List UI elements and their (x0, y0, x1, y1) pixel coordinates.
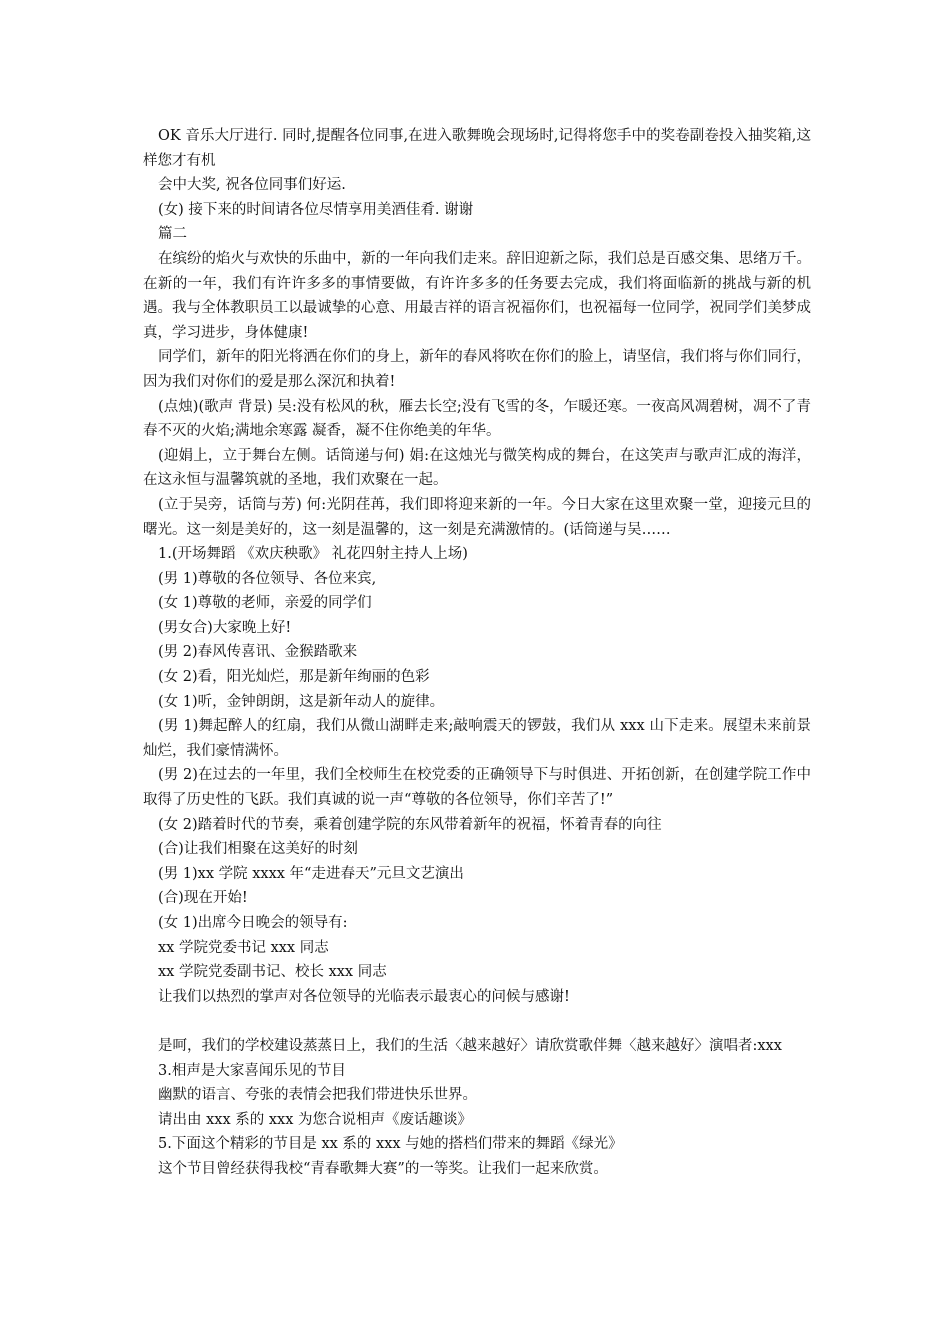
paragraph: (合)现在开始! (158, 890, 248, 907)
paragraph: (合)让我们相聚在这美好的时刻 (158, 841, 358, 858)
paragraph: xx 学院党委书记 xxx 同志 (158, 939, 329, 956)
paragraph: xx 学院党委副书记、校长 xxx 同志 (158, 964, 387, 981)
paragraph: (女) 接下来的时间请各位尽情享用美酒佳肴. 谢谢 (158, 201, 474, 218)
paragraph: 幽默的语言、夸张的表情会把我们带进快乐世界。 (158, 1087, 477, 1104)
paragraph: (女 2)踏着时代的节奏，乘着创建学院的东风带着新年的祝福，怀着青春的向往 (158, 816, 662, 833)
blank-line (143, 1009, 811, 1034)
paragraph: (点烛)(歌声 背景) 吴:没有松风的秋，雁去长空;没有飞雪的冬，乍暖还寒。一夜高风凋碧树，凋不了青春不灭的火焰;满地余寒露 凝香，凝不住你绝美的年华。 (143, 398, 811, 440)
paragraph: 1.(开场舞蹈 《欢庆秧歌》 礼花四射主持人上场) (158, 546, 468, 563)
paragraph: 请出由 xxx 系的 xxx 为您合说相声《废话趣谈》 (158, 1111, 472, 1128)
paragraph: (男女合)大家晚上好! (158, 619, 292, 636)
paragraph: OK 音乐大厅进行. 同时,提醒各位同事,在进入歌舞晚会现场时,记得将您手中的奖卷副卷投入抽奖箱,这样您才有机 (143, 128, 811, 169)
paragraph: (男 1)舞起醉人的红扇，我们从微山湖畔走来;敲响震天的锣鼓，我们从 xxx 山下走来。展望未来前景灿烂，我们豪情满怀。 (143, 718, 811, 759)
paragraph: (迎娟上，立于舞台左侧。话筒递与何) 娟:在这烛光与微笑构成的舞台，在这笑声与歌声汇成的海洋，在这永恒与温馨筑就的圣地，我们欢聚在一起。 (143, 447, 811, 489)
paragraph: 是呵，我们的学校建设蒸蒸日上，我们的生活〈越来越好〉请欣赏歌伴舞〈越来越好〉演唱者:xxx (158, 1037, 782, 1054)
paragraph: (男 2)在过去的一年里，我们全校师生在校党委的正确领导下与时俱进、开拓创新，在创建学院工作中取得了历史性的飞跃。我们真诚的说一声“尊敬的各位领导，你们辛苦了!” (143, 767, 811, 809)
document-body (143, 124, 811, 1182)
paragraph: (男 1)xx 学院 xxxx 年“走进春天”元旦文艺演出 (158, 865, 464, 882)
paragraph: (女 2)看，阳光灿烂，那是新年绚丽的色彩 (158, 669, 430, 686)
paragraph: (立于吴旁，话筒与芳) 何:光阴荏苒，我们即将迎来新的一年。今日大家在这里欢聚一堂，迎接元旦的曙光。这一刻是美好的，这一刻是温馨的，这一刻是充满激情的。(话筒递与吴…… (143, 496, 811, 538)
paragraph: 会中大奖, 祝各位同事们好运. (158, 177, 346, 194)
paragraph: (女 1)听，金钟朗朗，这是新年动人的旋律。 (158, 693, 445, 710)
section-heading: 篇二 (158, 226, 187, 243)
paragraph: 这个节目曾经获得我校“青春歌舞大赛”的一等奖。让我们一起来欣赏。 (158, 1160, 608, 1177)
paragraph: (男 2)春风传喜讯、金猴踏歌来 (158, 644, 358, 661)
paragraph: (男 1)尊敬的各位领导、各位来宾, (158, 570, 377, 587)
paragraph: 让我们以热烈的掌声对各位领导的光临表示最衷心的问候与感谢! (158, 988, 570, 1005)
paragraph: (女 1)出席今日晚会的领导有: (158, 915, 348, 931)
paragraph: 在缤纷的焰火与欢快的乐曲中，新的一年向我们走来。辞旧迎新之际，我们总是百感交集、思绪万千。在新的一年，我们有许许多多的事情要做，有许许多多的任务要去完成，我们将面临新的挑战与新的机遇。我与全体教职员工以最诚挚的心意、用最吉祥的语言祝福你们，也祝福每一位同学，祝同学们美梦成真，学习进步，身体健康! (143, 250, 811, 341)
paragraph: (女 1)尊敬的老师，亲爱的同学们 (158, 595, 372, 612)
paragraph: 3.相声是大家喜闻乐见的节目 (158, 1062, 346, 1079)
paragraph: 同学们，新年的阳光将洒在你们的身上，新年的春风将吹在你们的脸上，请坚信，我们将与你们同行，因为我们对你们的爱是那么深沉和执着! (143, 349, 811, 390)
paragraph: 5.下面这个精彩的节目是 xx 系的 xxx 与她的搭档们带来的舞蹈《绿光》 (158, 1136, 623, 1153)
